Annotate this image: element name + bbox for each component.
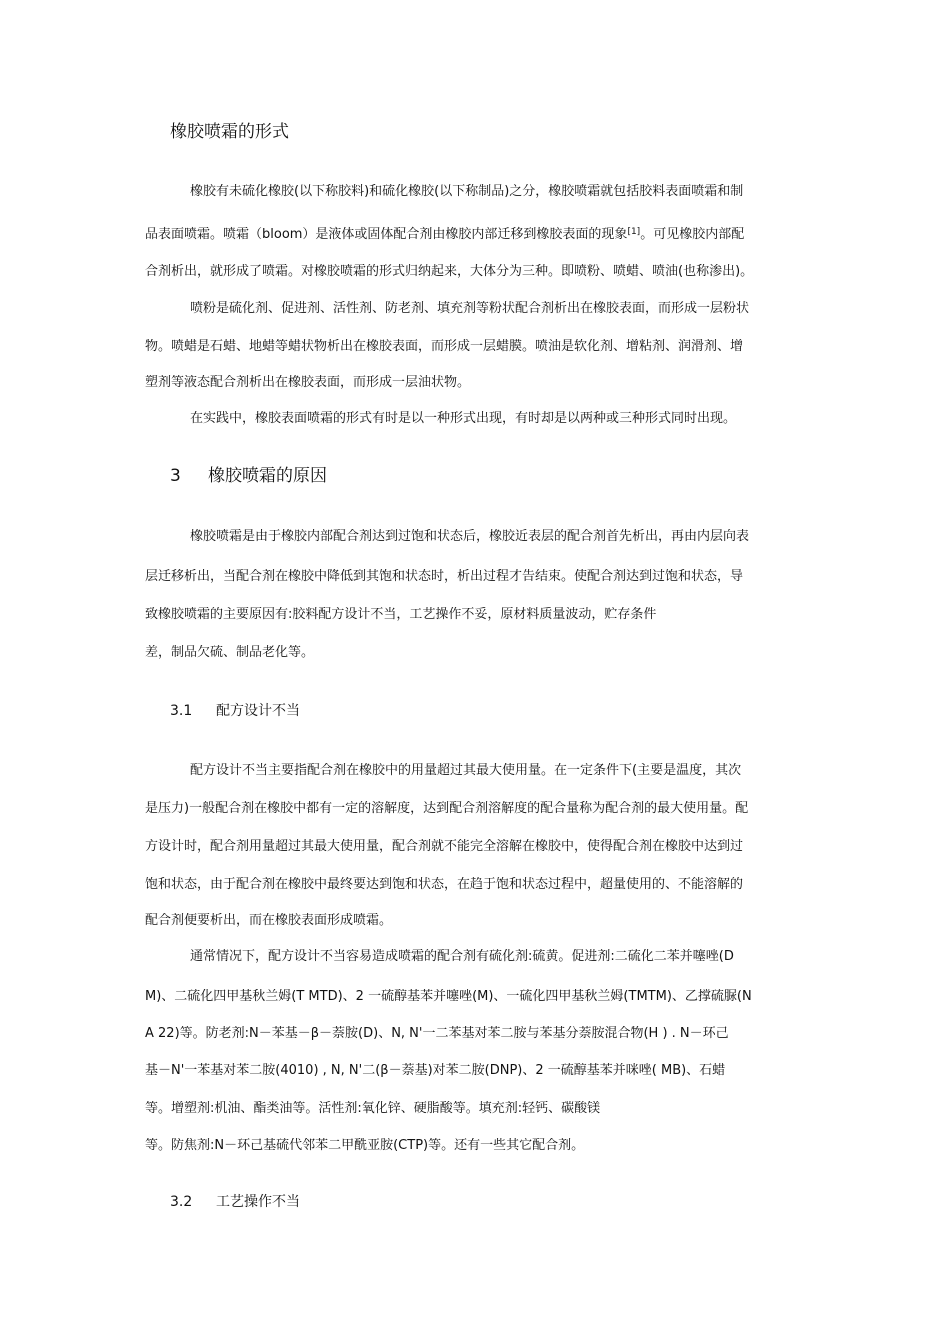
text-line: 合剂析出，就形成了喷霜。对橡胶喷霜的形式归纳起来，大体分为三种。即喷粉、喷蜡、喷油(也称渗出)。 xyxy=(145,264,754,279)
text-line: 致橡胶喷霜的主要原因有:胶料配方设计不当，工艺操作不妥，原材料质量波动，贮存条件 xyxy=(145,607,657,622)
text-span: 。可见橡胶内部配 xyxy=(640,227,745,242)
text-line: 是压力)一般配合剂在橡胶中都有一定的溶解度，达到配合剂溶解度的配合量称为配合剂的最大使用量。配 xyxy=(145,801,749,816)
text-line xyxy=(145,224,810,243)
text-line: 橡胶喷霜是由于橡胶内部配合剂达到过饱和状态后，橡胶近表层的配合剂首先析出，再由内层向表 xyxy=(190,529,750,544)
text-line: 在实践中，橡胶表面喷霜的形式有时是以一种形式出现，有时却是以两种或三种形式同时出现。 xyxy=(190,411,737,426)
text-line: 塑剂等液态配合剂析出在橡胶表面，而形成一层油状物。 xyxy=(145,375,471,390)
section-heading-3-1 xyxy=(170,702,300,720)
section-heading-3-2 xyxy=(170,1193,300,1211)
heading-number: 3.1 xyxy=(170,703,193,719)
text-line: 层迁移析出，当配合剂在橡胶中降低到其饱和状态时，析出过程才告结束。使配合剂达到过饱和状态，导 xyxy=(145,569,744,584)
text-line: 等。增塑剂:机油、酯类油等。活性剂:氧化锌、硬脂酸等。填充剂:轻钙、碳酸镁 xyxy=(145,1101,601,1116)
text-line: 橡胶有未硫化橡胶(以下称胶料)和硫化橡胶(以下称制品)之分，橡胶喷霜就包括胶料表面喷霜和制 xyxy=(190,184,744,199)
text-line: A 22)等。防老剂:N－苯基－β－萘胺(D)、N, N'一二苯基对苯二胺与苯基分萘胺混合物(H ) . N－环己 xyxy=(145,1026,729,1041)
section-heading-3 xyxy=(170,466,327,486)
text-line: M)、二硫化四甲基秋兰姆(T MTD)、2 一硫醇基苯并噻唑(M)、一硫化四甲基秋兰姆(TMTM)、乙撑硫脲(N xyxy=(145,989,752,1004)
text-line: 差，制品欠硫、制品老化等。 xyxy=(145,645,315,660)
section-heading-form xyxy=(170,122,289,142)
text-span: 品表面喷霜。喷霜（bloom）是液体或固体配合剂由橡胶内部迁移到橡胶表面的现象 xyxy=(145,227,628,242)
text-line: 物。喷蜡是石蜡、地蜡等蜡状物析出在橡胶表面，而形成一层蜡膜。喷油是软化剂、增粘剂、润滑剂、增 xyxy=(145,339,744,354)
text-line: 方设计时，配合剂用量超过其最大使用量，配合剂就不能完全溶解在橡胶中，使得配合剂在橡胶中达到过 xyxy=(145,839,744,854)
heading-title: 配方设计不当 xyxy=(216,703,300,719)
text-line: 配方设计不当主要指配合剂在橡胶中的用量超过其最大使用量。在一定条件下(主要是温度，其次 xyxy=(190,763,742,778)
heading-number: 3 xyxy=(170,466,181,486)
heading-number: 3.2 xyxy=(170,1194,193,1210)
text-line: 基－N'一苯基对苯二胺(4010) , N, N'二(β－萘基)对苯二胺(DNP)、2 一硫醇基苯并咪唑( MB)、石蜡 xyxy=(145,1063,726,1078)
text-line: 饱和状态，由于配合剂在橡胶中最终要达到饱和状态，在趋于饱和状态过程中，超量使用的、不能溶解的 xyxy=(145,877,744,892)
text-line: 配合剂便要析出，而在橡胶表面形成喷霜。 xyxy=(145,913,393,928)
heading-title: 工艺操作不当 xyxy=(216,1194,300,1210)
text-line: 通常情况下，配方设计不当容易造成喷霜的配合剂有硫化剂:硫黄。促进剂:二硫化二苯并噻唑(D xyxy=(190,949,734,964)
heading-title: 橡胶喷霜的原因 xyxy=(208,466,327,486)
text-line: 等。防焦剂:N－环己基硫代邻苯二甲酰亚胺(CTP)等。还有一些其它配合剂。 xyxy=(145,1138,585,1153)
footnote-ref: [1] xyxy=(627,227,641,237)
text-line: 喷粉是硫化剂、促进剂、活性剂、防老剂、填充剂等粉状配合剂析出在橡胶表面，而形成一层粉状 xyxy=(190,301,750,316)
heading-title: 橡胶喷霜的形式 xyxy=(170,122,289,142)
